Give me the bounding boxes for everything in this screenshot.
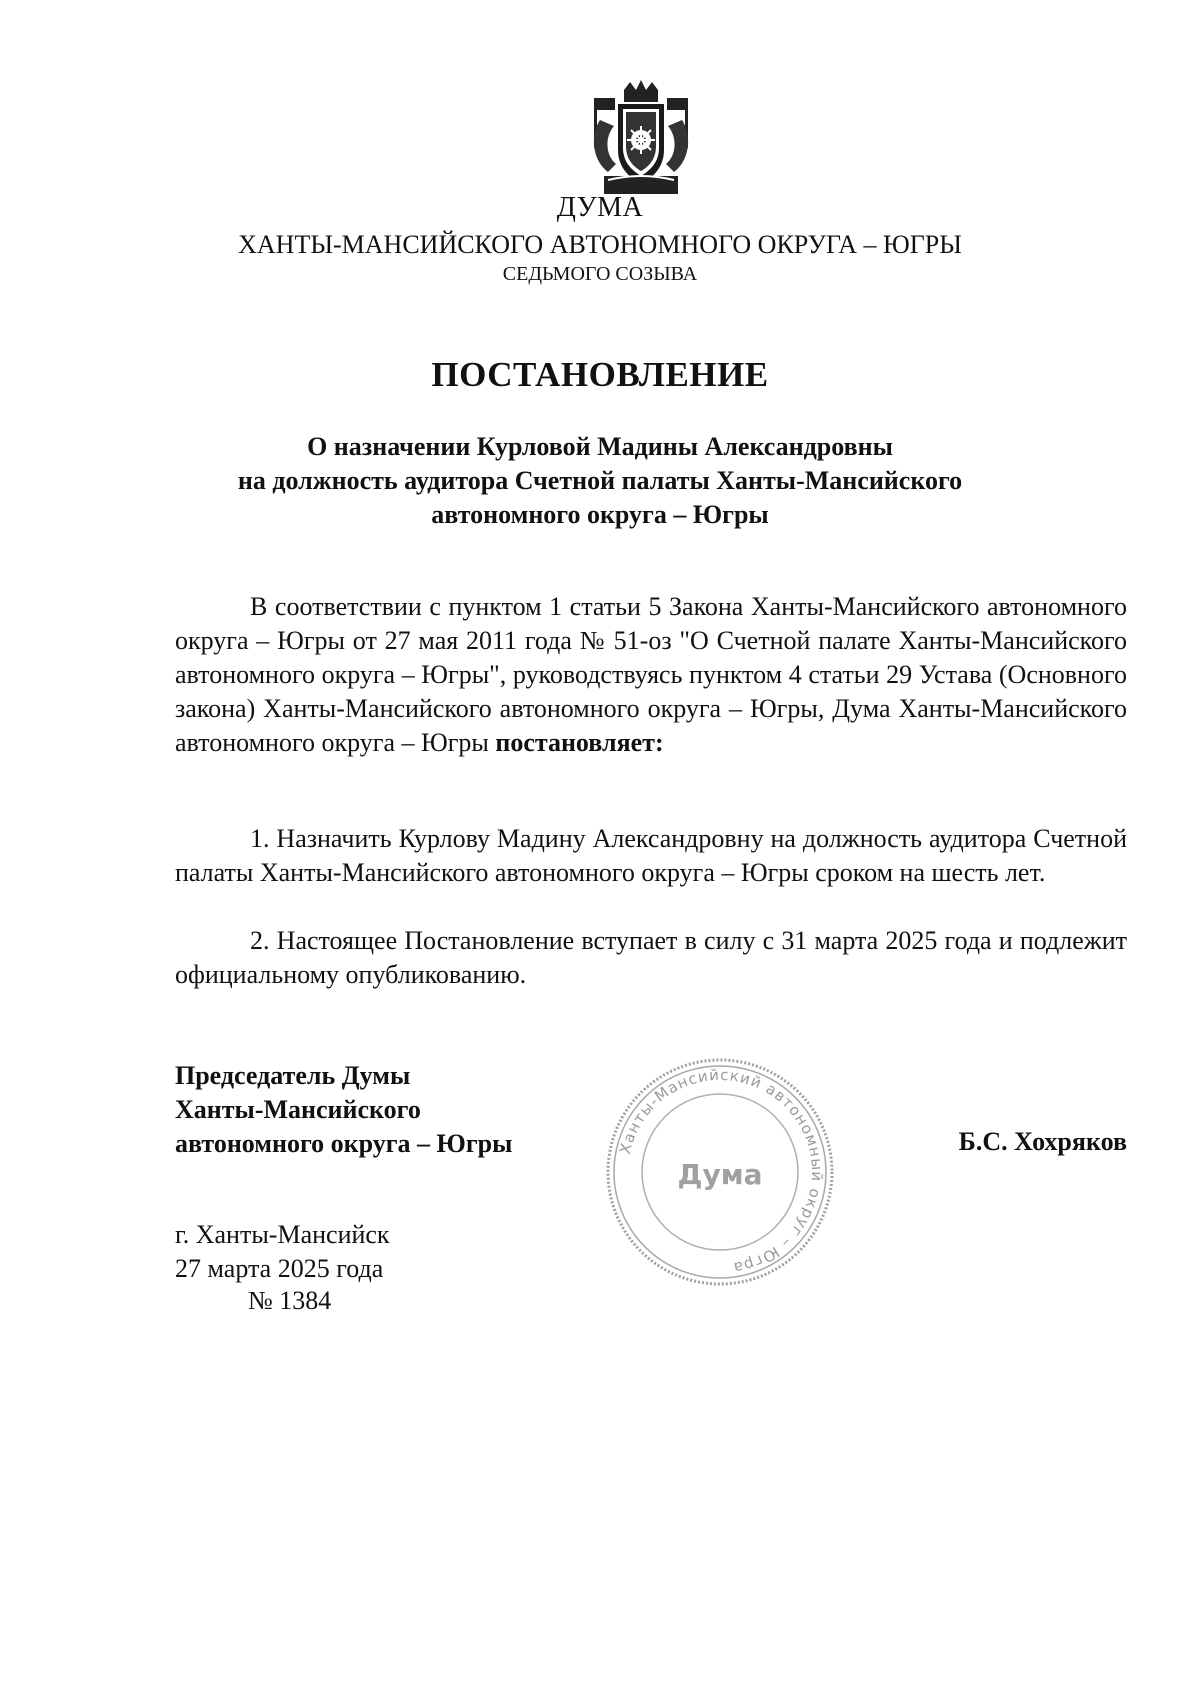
seal-ring-text: Ханты-Мансийский автономный округ – Югра — [615, 1065, 827, 1278]
place-and-date — [175, 1218, 390, 1286]
place: г. Ханты-Мансийск — [175, 1220, 390, 1249]
signer-name: Б.С. Хохряков — [958, 1127, 1127, 1156]
signer-title — [175, 1059, 512, 1161]
official-seal-stamp — [600, 1052, 840, 1292]
decision-word: постановляет: — [495, 728, 664, 757]
signer-title-line: Председатель Думы — [175, 1061, 411, 1090]
preamble-text: В соответствии с пунктом 1 статьи 5 Закона Ханты-Мансийского автономного округа – Югры от 27 мая 2011 года № 51-оз "О Счетной палате Ханты-Мансийского автономного округа – Югры", руководствуясь пунктом 4 статьи 29 Устава (Основного закона) Ханты-Мансийского автономного округа – Югры, Дума Ханты-Мансийского автономного округа – Югры — [175, 592, 1127, 757]
signer-title-line: Ханты-Мансийского — [175, 1095, 421, 1124]
region-title: ХАНТЫ-МАНСИЙСКОГО АВТОНОМНОГО ОКРУГА – ЮГРЫ — [238, 230, 962, 259]
resolution-item: 2. Настоящее Постановление вступает в силу с 31 марта 2025 года и подлежит официальному опубликованию. — [175, 926, 1127, 989]
signer-title-line: автономного округа – Югры — [175, 1129, 513, 1158]
convocation-title: СЕДЬМОГО СОЗЫВА — [502, 263, 698, 285]
subject-line: на должность аудитора Счетной палаты Ханты-Мансийского — [237, 466, 963, 495]
document-number: № 1384 — [248, 1286, 332, 1315]
subject-line: автономного округа – Югры — [431, 500, 769, 529]
subject-line: О назначении Курловой Мадины Александровны — [307, 432, 893, 461]
organ-title: ДУМА — [556, 192, 644, 223]
document-type-heading: ПОСТАНОВЛЕНИЕ — [431, 355, 769, 394]
coat-of-arms-icon — [586, 80, 696, 198]
resolution-item: 1. Назначить Курлову Мадину Александровну на должность аудитора Счетной палаты Ханты-Мансийского автономного округа – Югры сроком на шесть лет. — [175, 824, 1127, 887]
seal-center-text: Дума — [677, 1158, 763, 1191]
date: 27 марта 2025 года — [175, 1254, 384, 1283]
preamble-paragraph — [175, 590, 1127, 760]
